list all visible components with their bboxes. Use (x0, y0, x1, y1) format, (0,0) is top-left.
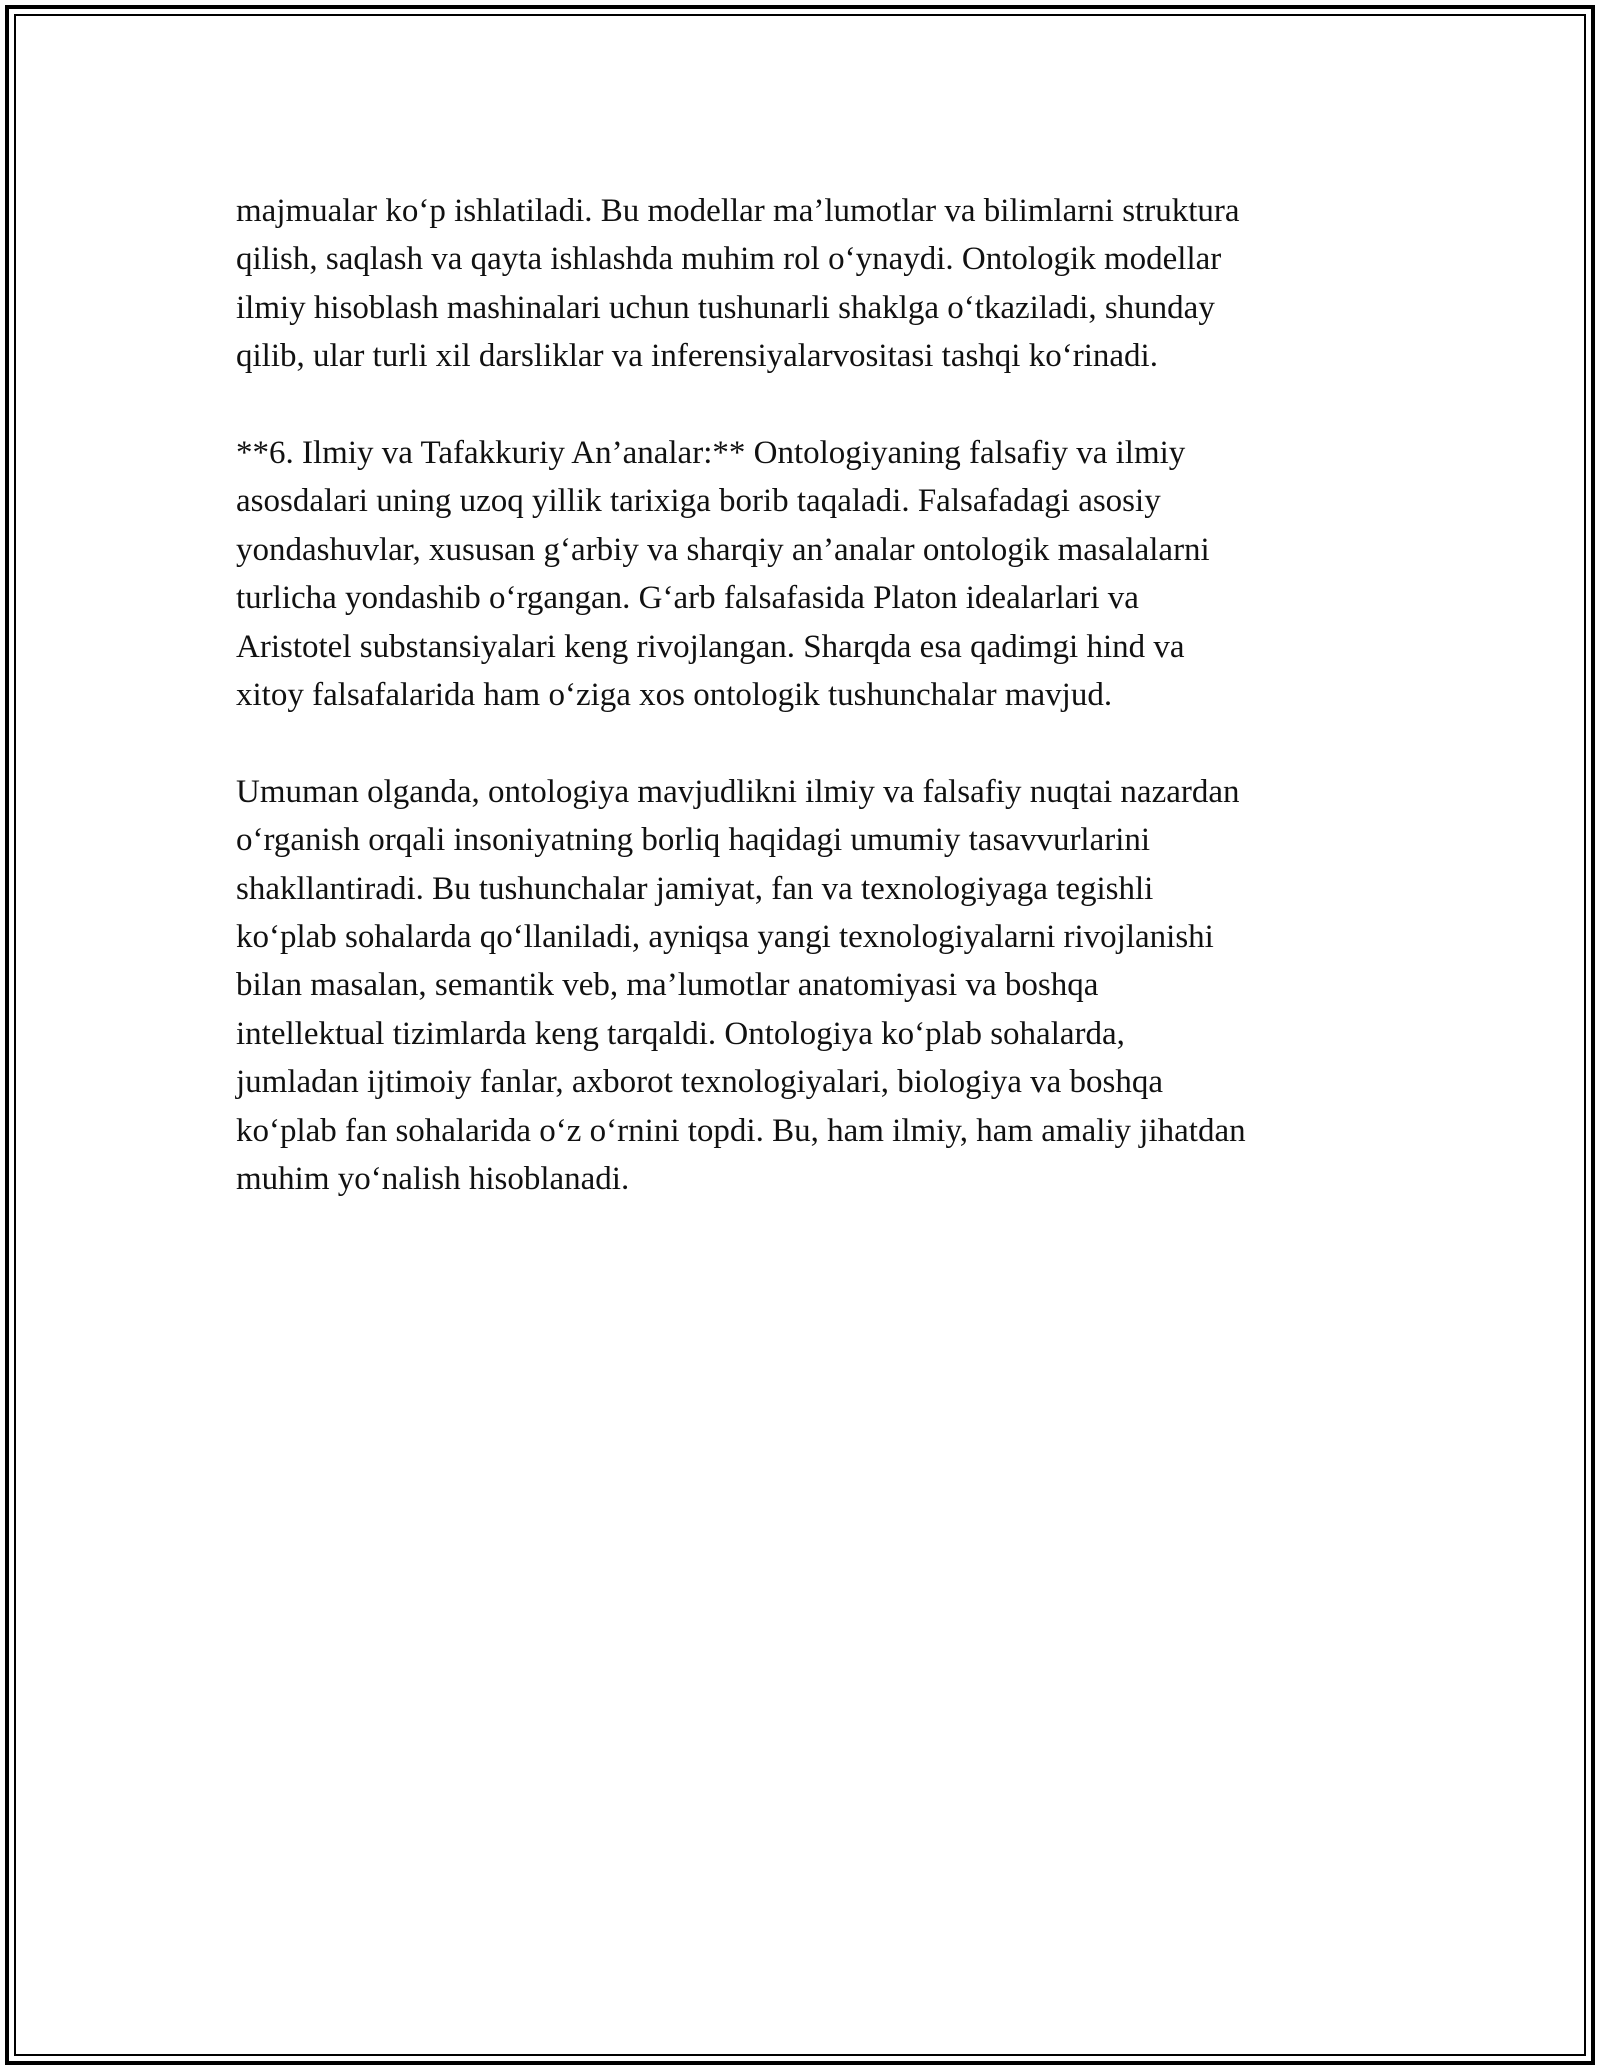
document-body (236, 187, 1376, 1204)
paragraph-ontological-models: majmualar ko‘p ishlatiladi. Bu modellar ma’lumotlar va bilimlarni struktura qilish, saqlash va qayta ishlashda muhim rol o‘ynaydi. Ontologik modellar ilmiy hisoblash mashinalari uchun tushunarli shaklga o‘tkaziladi, shunday qilib, ular turli xil darsliklar va inferensiyalarvositasi tashqi ko‘rinadi. (236, 193, 1240, 375)
paragraph-conclusion: Umuman olganda, ontologiya mavjudlikni ilmiy va falsafiy nuqtai nazardan o‘rganish orqali insoniyatning borliq haqidagi umumiy tasavvurlarini shakllantiradi. Bu tushunchalar jamiyat, fan va texnologiyaga tegishli ko‘plab sohalarda qo‘llaniladi, ayniqsa yangi texnologiyalarni rivojlanishi bilan masalan, semantik veb, ma’lumotlar anatomiyasi va boshqa intellektual tizimlarda keng tarqaldi. Ontologiya ko‘plab sohalarda, jumladan ijtimoiy fanlar, axborot texnologiyalari, biologiya va boshqa ko‘plab fan sohalarida o‘z o‘rnini topdi. Bu, ham ilmiy, ham amaliy jihatdan muhim yo‘nalish hisoblanadi. (236, 773, 1246, 1198)
paragraph-scientific-traditions: **6. Ilmiy va Tafakkuriy An’analar:** Ontologiyaning falsafiy va ilmiy asosdalari uning uzoq yillik tarixiga borib taqaladi. Falsafadagi asosiy yondashuvlar, xususan g‘arbiy va sharqiy an’analar ontologik masalalarni turlicha yondashib o‘rgangan. G‘arb falsafasida Platon idealarlari va Aristotel substansiyalari keng rivojlangan. Sharqda esa qadimgi hind va xitoy falsafalarida ham o‘ziga xos ontologik tushunchalar mavjud. (236, 435, 1210, 714)
